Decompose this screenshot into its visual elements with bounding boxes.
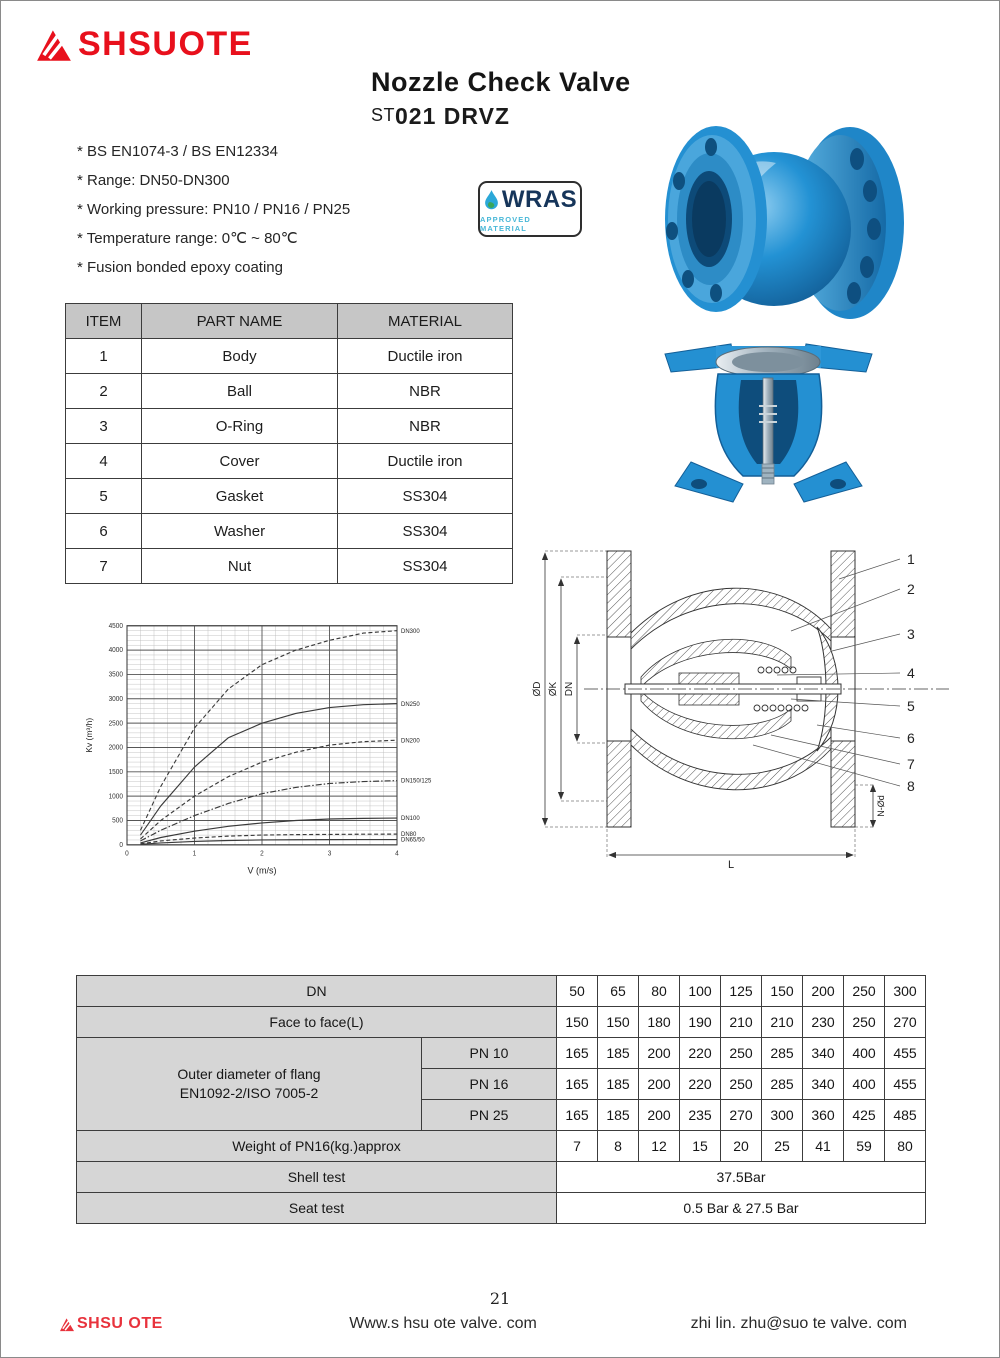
callout-3: 3 (907, 626, 915, 642)
pn25-value: 425 (844, 1100, 885, 1131)
spec-item: * Fusion bonded epoxy coating (77, 259, 283, 276)
pn16-value: 250 (721, 1069, 762, 1100)
weight-value: 80 (885, 1131, 926, 1162)
svg-text:4500: 4500 (108, 622, 123, 630)
cell-part: Washer (142, 514, 338, 549)
pn10-value: 340 (803, 1038, 844, 1069)
dn-value: 80 (639, 976, 680, 1007)
parts-row (66, 374, 513, 409)
row-label-flange (77, 1038, 422, 1131)
flange-label-line1: Outer diameter of flang (177, 1066, 321, 1082)
weight-value: 7 (557, 1131, 598, 1162)
dn-value: 50 (557, 976, 598, 1007)
face-value: 180 (639, 1007, 680, 1038)
dn-value: 200 (803, 976, 844, 1007)
row-label-shell: Shell test (77, 1162, 557, 1193)
spec-item: * Temperature range: 0℃ ~ 80℃ (77, 230, 298, 247)
face-value: 250 (844, 1007, 885, 1038)
wras-badge (478, 181, 582, 237)
svg-text:2000: 2000 (108, 744, 123, 752)
callout-1: 1 (907, 551, 915, 567)
weight-value: 12 (639, 1131, 680, 1162)
pn10-value: 455 (885, 1038, 926, 1069)
svg-text:Kv (m³/h): Kv (m³/h) (85, 717, 94, 753)
dn-value: 250 (844, 976, 885, 1007)
cell-part: Body (142, 339, 338, 374)
face-value: 230 (803, 1007, 844, 1038)
svg-text:DN300: DN300 (401, 627, 420, 635)
parts-row (66, 549, 513, 584)
cell-material: NBR (338, 409, 513, 444)
pn25-value: 485 (885, 1100, 926, 1131)
footer-logo-text: SHSU OTE (77, 1315, 163, 1332)
technical-drawing (529, 537, 984, 872)
pn16-value: 220 (680, 1069, 721, 1100)
dim-label-nod: N-Ød (876, 795, 886, 817)
flange-label-line2: EN1092-2/ISO 7005-2 (179, 1085, 319, 1101)
seat-test-value: 0.5 Bar & 27.5 Bar (557, 1193, 926, 1224)
weight-value: 59 (844, 1131, 885, 1162)
face-value: 190 (680, 1007, 721, 1038)
wras-subtitle: APPROVED MATERIAL (480, 214, 531, 233)
row-label-seat: Seat test (77, 1193, 557, 1224)
svg-text:4: 4 (395, 850, 399, 858)
pn25-value: 360 (803, 1100, 844, 1131)
dn-value: 100 (680, 976, 721, 1007)
pn16-value: 455 (885, 1069, 926, 1100)
cell-item: 7 (66, 549, 142, 584)
col-header-item: ITEM (66, 304, 142, 339)
footer-website: Www.s hsu ote valve. com (349, 1315, 537, 1332)
weight-value: 25 (762, 1131, 803, 1162)
dims-row-dn (77, 976, 926, 1007)
svg-text:3000: 3000 (108, 695, 123, 703)
pn16-value: 185 (598, 1069, 639, 1100)
pn16-value: 285 (762, 1069, 803, 1100)
parts-row (66, 479, 513, 514)
cell-material: Ductile iron (338, 444, 513, 479)
spec-item: * BS EN1074-3 / BS EN12334 (77, 143, 278, 160)
water-drop-icon (483, 189, 500, 211)
svg-text:DN200: DN200 (401, 737, 420, 745)
spec-item: * Range: DN50-DN300 (77, 172, 230, 189)
weight-value: 15 (680, 1131, 721, 1162)
cell-material: SS304 (338, 479, 513, 514)
row-label-dn: DN (77, 976, 557, 1007)
cell-material: NBR (338, 374, 513, 409)
cell-part: O-Ring (142, 409, 338, 444)
pn16-value: 200 (639, 1069, 680, 1100)
dn-value: 65 (598, 976, 639, 1007)
col-header-part: PART NAME (142, 304, 338, 339)
svg-text:4000: 4000 (108, 647, 123, 655)
svg-text:DN65/50: DN65/50 (401, 836, 425, 844)
pn-label: PN 16 (422, 1069, 557, 1100)
face-value: 210 (762, 1007, 803, 1038)
dims-row-pn10 (77, 1038, 926, 1069)
callout-2: 2 (907, 581, 915, 597)
dim-label-od: ØD (532, 681, 543, 697)
dim-label-l: L (727, 859, 735, 871)
weight-value: 8 (598, 1131, 639, 1162)
logo-triangle-icon (34, 27, 74, 63)
pn10-value: 185 (598, 1038, 639, 1069)
dn-value: 300 (885, 976, 926, 1007)
callout-7: 7 (907, 756, 915, 772)
callout-4: 4 (907, 665, 915, 681)
pn10-value: 200 (639, 1038, 680, 1069)
cell-material: Ductile iron (338, 339, 513, 374)
dims-row-weight (77, 1131, 926, 1162)
pn25-value: 165 (557, 1100, 598, 1131)
cell-item: 5 (66, 479, 142, 514)
pn10-value: 250 (721, 1038, 762, 1069)
parts-row (66, 514, 513, 549)
dims-row-face (77, 1007, 926, 1038)
spec-item: * Working pressure: PN10 / PN16 / PN25 (77, 201, 351, 218)
parts-header-row (66, 304, 513, 339)
svg-text:0: 0 (119, 841, 123, 850)
model-prefix: ST (371, 105, 396, 125)
svg-text:DN80: DN80 (401, 831, 417, 839)
parts-row (66, 409, 513, 444)
svg-text:1000: 1000 (108, 793, 123, 801)
dim-label-ok: ØK (548, 681, 559, 697)
cell-part: Ball (142, 374, 338, 409)
title-block (371, 67, 631, 130)
svg-text:2500: 2500 (108, 720, 123, 728)
spec-list (77, 137, 350, 282)
footer-email: zhi lin. zhu@suo te valve. com (690, 1315, 907, 1332)
svg-text:DN150/125: DN150/125 (401, 777, 432, 785)
svg-text:3500: 3500 (108, 671, 123, 679)
pn25-value: 200 (639, 1100, 680, 1131)
cell-material: SS304 (338, 549, 513, 584)
svg-text:1500: 1500 (108, 768, 123, 777)
weight-value: 20 (721, 1131, 762, 1162)
callout-6: 6 (907, 730, 915, 746)
cell-material: SS304 (338, 514, 513, 549)
model-line (371, 103, 631, 130)
parts-row (66, 444, 513, 479)
parts-row (66, 339, 513, 374)
product-photo-cutaway (661, 336, 876, 506)
kv-chart-plot (81, 613, 461, 881)
face-value: 150 (598, 1007, 639, 1038)
footer (1, 1315, 999, 1333)
svg-text:DN100: DN100 (401, 815, 420, 823)
face-value: 270 (885, 1007, 926, 1038)
dims-row-shell (77, 1162, 926, 1193)
wras-name: WRAS (501, 185, 578, 213)
page-number: 21 (489, 1289, 511, 1308)
dims-row-seat (77, 1193, 926, 1224)
row-label-face: Face to face(L) (77, 1007, 557, 1038)
pn16-value: 165 (557, 1069, 598, 1100)
pn10-value: 400 (844, 1038, 885, 1069)
pn25-value: 185 (598, 1100, 639, 1131)
cell-part: Gasket (142, 479, 338, 514)
pn10-value: 285 (762, 1038, 803, 1069)
svg-text:2: 2 (260, 850, 264, 858)
pn10-value: 220 (680, 1038, 721, 1069)
cell-item: 4 (66, 444, 142, 479)
callout-5: 5 (907, 698, 915, 714)
pn-label: PN 10 (422, 1038, 557, 1069)
svg-text:3: 3 (327, 850, 332, 858)
svg-text:V (m/s): V (m/s) (247, 865, 277, 876)
svg-text:DN250: DN250 (401, 700, 420, 708)
col-header-material: MATERIAL (338, 304, 513, 339)
pn10-value: 165 (557, 1038, 598, 1069)
cell-part: Cover (142, 444, 338, 479)
footer-logo (59, 1315, 279, 1333)
cell-item: 2 (66, 374, 142, 409)
svg-text:1: 1 (192, 850, 197, 858)
pn25-value: 235 (680, 1100, 721, 1131)
svg-text:0: 0 (125, 850, 129, 858)
dn-value: 150 (762, 976, 803, 1007)
dim-label-dn: DN (564, 681, 575, 697)
pn25-value: 270 (721, 1100, 762, 1131)
cell-item: 3 (66, 409, 142, 444)
logo-text: SHSUOTE (78, 25, 253, 63)
footer-logo-triangle-icon (59, 1317, 75, 1332)
face-value: 210 (721, 1007, 762, 1038)
parts-table (65, 303, 513, 584)
pn16-value: 400 (844, 1069, 885, 1100)
pn25-value: 300 (762, 1100, 803, 1131)
callout-8: 8 (907, 778, 915, 794)
face-value: 150 (557, 1007, 598, 1038)
svg-text:500: 500 (112, 817, 123, 825)
weight-value: 41 (803, 1131, 844, 1162)
cell-part: Nut (142, 549, 338, 584)
dimensions-table (76, 975, 926, 1224)
pn-label: PN 25 (422, 1100, 557, 1131)
dn-value: 125 (721, 976, 762, 1007)
model-name: 021 DRVZ (395, 103, 510, 129)
cell-item: 6 (66, 514, 142, 549)
row-label-weight: Weight of PN16(kg.)approx (77, 1131, 557, 1162)
product-photo-valve (654, 121, 909, 336)
pn16-value: 340 (803, 1069, 844, 1100)
page-title: Nozzle Check Valve (371, 67, 631, 97)
company-logo (34, 25, 253, 64)
cell-item: 1 (66, 339, 142, 374)
kv-flow-chart (81, 613, 461, 886)
shell-test-value: 37.5Bar (557, 1162, 926, 1193)
